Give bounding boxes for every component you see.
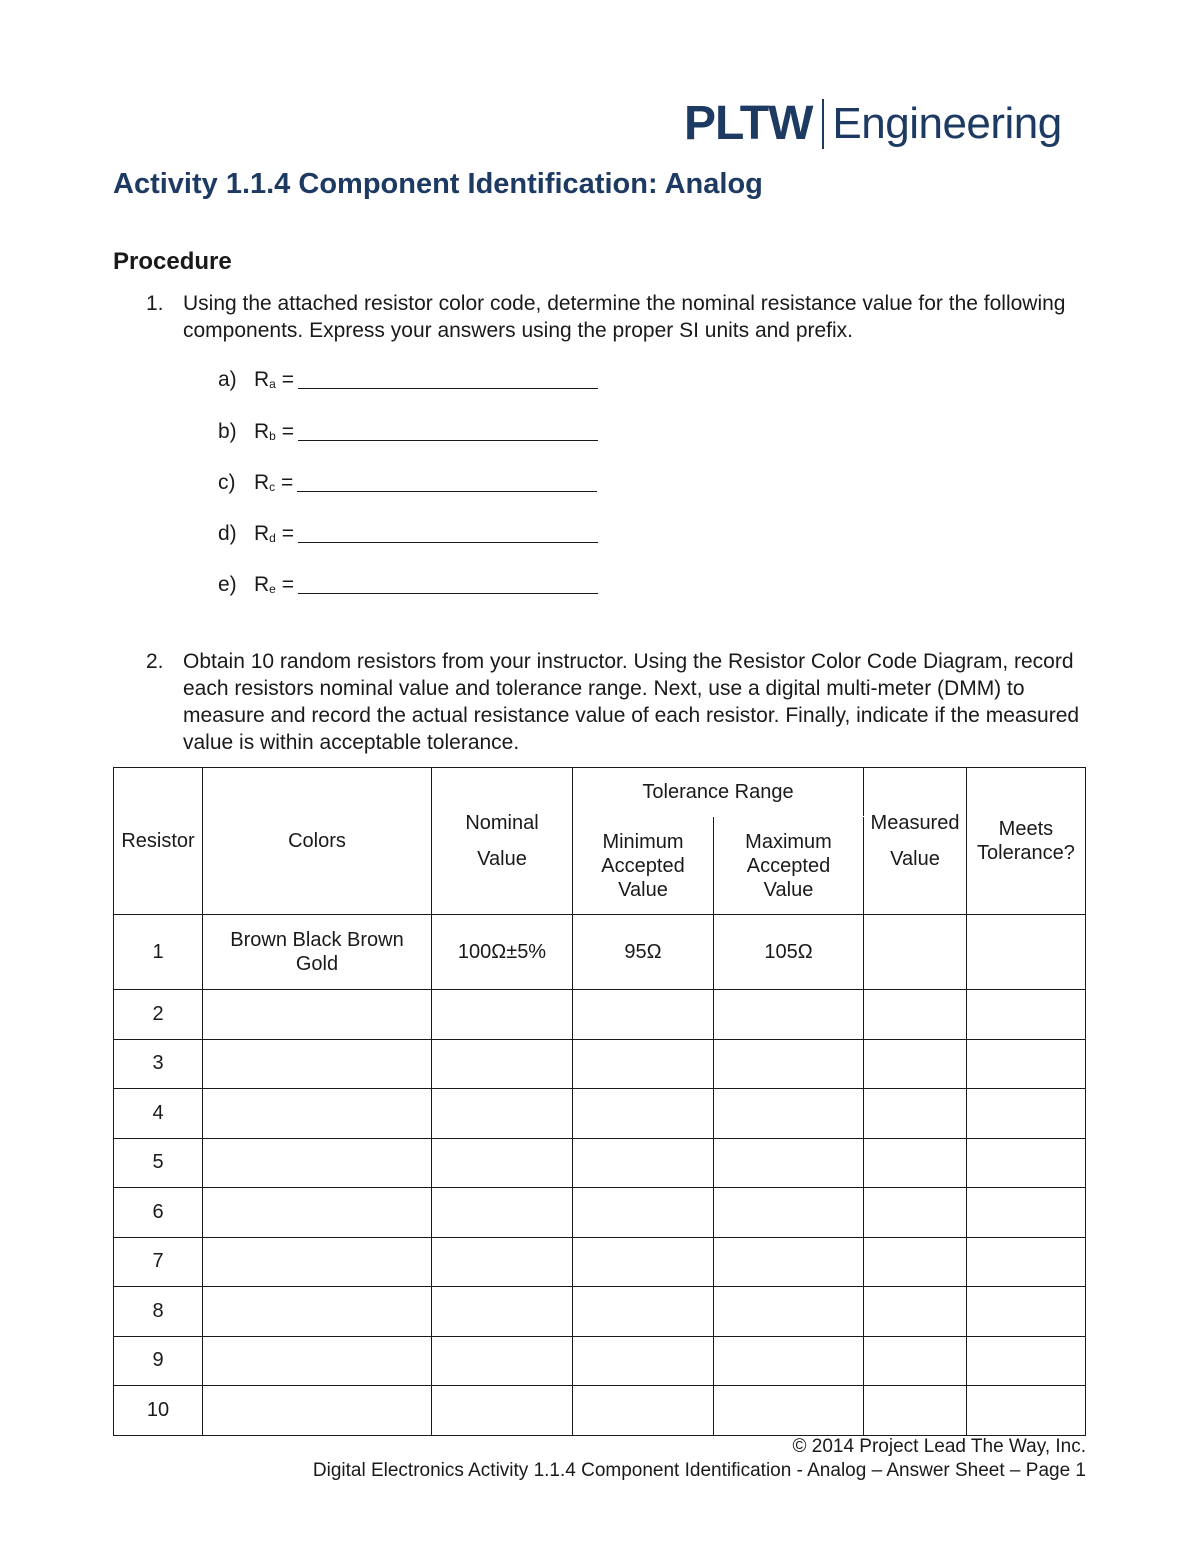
- cell-meets[interactable]: [967, 1287, 1086, 1337]
- cell-measured[interactable]: [864, 1039, 967, 1089]
- table-row: [114, 1138, 1086, 1188]
- step-2-text: Obtain 10 random resistors from your instructor. Using the Resistor Color Code Diagram, record each resistors nominal value and tolerance range. Next, use a digital multi-meter (DMM) to measure and record the actual resistance value of each resistor. Finally, indicate if the measured value is within acceptable tolerance.: [183, 650, 1080, 754]
- table-row: [114, 915, 1086, 990]
- answer-equals: =: [281, 368, 294, 391]
- cell-colors: Brown Black Brown Gold: [203, 915, 432, 990]
- cell-maximum: [714, 1039, 864, 1089]
- footer-copyright: © 2014 Project Lead The Way, Inc.: [792, 1436, 1086, 1457]
- answer-letter: e): [218, 573, 237, 596]
- table-row: [114, 1287, 1086, 1337]
- header-tolerance-range: Tolerance Range: [573, 768, 864, 817]
- cell-meets[interactable]: [967, 915, 1086, 990]
- header-maximum-accepted: Maximum Accepted Value: [714, 817, 864, 915]
- cell-resistor: 2: [114, 990, 203, 1040]
- cell-colors: [203, 1237, 432, 1287]
- cell-nominal: [432, 990, 573, 1040]
- answer-equals: =: [281, 471, 294, 494]
- answer-variable: R: [254, 368, 270, 391]
- cell-measured[interactable]: [864, 1336, 967, 1386]
- pltw-engineering-logo: [684, 96, 1062, 152]
- answer-blank[interactable]: [298, 420, 598, 441]
- answer-letter: b): [218, 420, 237, 443]
- cell-maximum: [714, 1287, 864, 1337]
- cell-nominal: [432, 1188, 573, 1238]
- cell-resistor: 3: [114, 1039, 203, 1089]
- cell-resistor: 9: [114, 1336, 203, 1386]
- cell-colors: [203, 1039, 432, 1089]
- answer-subscript: c: [269, 480, 276, 494]
- cell-measured[interactable]: [864, 990, 967, 1040]
- cell-minimum: [573, 1089, 714, 1139]
- cell-meets[interactable]: [967, 1039, 1086, 1089]
- cell-meets[interactable]: [967, 1386, 1086, 1436]
- footer-document-info: Digital Electronics Activity 1.1.4 Component Identification - Analog – Answer Sheet – Page 1: [312, 1460, 1086, 1481]
- cell-resistor: 10: [114, 1386, 203, 1436]
- step-2-number: 2.: [146, 650, 164, 673]
- cell-measured[interactable]: [864, 1287, 967, 1337]
- cell-minimum: [573, 1188, 714, 1238]
- table-row: [114, 1039, 1086, 1089]
- answer-subscript: d: [269, 531, 276, 545]
- answer-blank[interactable]: [298, 522, 598, 543]
- answer-subscript: b: [269, 429, 276, 443]
- answer-letter: a): [218, 368, 237, 391]
- cell-resistor: 5: [114, 1138, 203, 1188]
- answer-letter: d): [218, 522, 237, 545]
- cell-colors: [203, 1287, 432, 1337]
- answer-equals: =: [281, 573, 294, 596]
- cell-meets[interactable]: [967, 1237, 1086, 1287]
- answer-equals: =: [281, 522, 294, 545]
- resistor-table: [113, 767, 1086, 1436]
- cell-measured[interactable]: [864, 1188, 967, 1238]
- answer-row: [218, 573, 598, 597]
- table-row: [114, 990, 1086, 1040]
- header-measured-value: Measured Value: [864, 768, 967, 915]
- cell-colors: [203, 1188, 432, 1238]
- table-row: [114, 1089, 1086, 1139]
- answer-blank[interactable]: [298, 368, 598, 389]
- cell-maximum: [714, 1089, 864, 1139]
- cell-nominal: [432, 1237, 573, 1287]
- logo-subtitle: Engineering: [832, 99, 1062, 148]
- cell-nominal: [432, 1386, 573, 1436]
- header-meets-tolerance: Meets Tolerance?: [967, 768, 1086, 915]
- page-title: Activity 1.1.4 Component Identification: Analog: [113, 168, 763, 200]
- answer-letter: c): [218, 471, 236, 494]
- cell-resistor: 8: [114, 1287, 203, 1337]
- table-row: [114, 1188, 1086, 1238]
- cell-nominal: [432, 1336, 573, 1386]
- cell-measured[interactable]: [864, 1138, 967, 1188]
- cell-meets[interactable]: [967, 1138, 1086, 1188]
- cell-minimum: [573, 1039, 714, 1089]
- cell-nominal: [432, 1287, 573, 1337]
- answer-equals: =: [281, 420, 294, 443]
- cell-maximum: 105Ω: [714, 915, 864, 990]
- answer-blank[interactable]: [298, 573, 598, 594]
- cell-colors: [203, 1336, 432, 1386]
- table-row: [114, 1237, 1086, 1287]
- cell-meets[interactable]: [967, 1336, 1086, 1386]
- step-1-number: 1.: [146, 292, 164, 315]
- cell-measured[interactable]: [864, 1237, 967, 1287]
- cell-measured[interactable]: [864, 1089, 967, 1139]
- cell-minimum: [573, 1138, 714, 1188]
- cell-minimum: [573, 1336, 714, 1386]
- cell-resistor: 4: [114, 1089, 203, 1139]
- cell-maximum: [714, 990, 864, 1040]
- answer-variable: R: [254, 420, 270, 443]
- cell-minimum: [573, 1287, 714, 1337]
- cell-minimum: [573, 1386, 714, 1436]
- cell-nominal: [432, 1039, 573, 1089]
- header-minimum-accepted: Minimum Accepted Value: [573, 817, 714, 915]
- cell-colors: [203, 1089, 432, 1139]
- cell-maximum: [714, 1237, 864, 1287]
- cell-nominal: [432, 1138, 573, 1188]
- cell-minimum: [573, 990, 714, 1040]
- answer-variable: R: [254, 471, 270, 494]
- step-1-text: Using the attached resistor color code, determine the nominal resistance value for the following components. Express your answers using the proper SI units and prefix.: [183, 292, 1066, 342]
- answer-subscript: a: [269, 377, 276, 391]
- cell-colors: [203, 1138, 432, 1188]
- cell-nominal: [432, 1089, 573, 1139]
- answer-blank[interactable]: [297, 471, 597, 492]
- table-row: [114, 1336, 1086, 1386]
- answer-variable: R: [254, 522, 270, 545]
- header-colors: Colors: [203, 768, 432, 915]
- cell-maximum: [714, 1336, 864, 1386]
- cell-resistor: 7: [114, 1237, 203, 1287]
- answer-row: [218, 471, 597, 495]
- answer-row: [218, 522, 598, 546]
- procedure-heading: Procedure: [113, 248, 232, 275]
- answer-row: [218, 368, 598, 392]
- cell-resistor: 6: [114, 1188, 203, 1238]
- logo-divider: [822, 99, 824, 149]
- cell-maximum: [714, 1386, 864, 1436]
- cell-maximum: [714, 1138, 864, 1188]
- header-nominal-value: Nominal Value: [432, 768, 573, 915]
- cell-meets[interactable]: [967, 1188, 1086, 1238]
- cell-maximum: [714, 1188, 864, 1238]
- cell-measured[interactable]: [864, 915, 967, 990]
- cell-resistor: 1: [114, 915, 203, 990]
- answer-subscript: e: [269, 582, 276, 596]
- answer-variable: R: [254, 573, 270, 596]
- cell-colors: [203, 990, 432, 1040]
- table-row: [114, 1386, 1086, 1436]
- cell-meets[interactable]: [967, 1089, 1086, 1139]
- cell-meets[interactable]: [967, 990, 1086, 1040]
- cell-minimum: [573, 1237, 714, 1287]
- answer-row: [218, 420, 598, 444]
- cell-colors: [203, 1386, 432, 1436]
- cell-minimum: 95Ω: [573, 915, 714, 990]
- logo-brand: PLTW: [684, 97, 813, 150]
- cell-nominal: 100Ω±5%: [432, 915, 573, 990]
- header-resistor: Resistor: [114, 768, 203, 915]
- cell-measured[interactable]: [864, 1386, 967, 1436]
